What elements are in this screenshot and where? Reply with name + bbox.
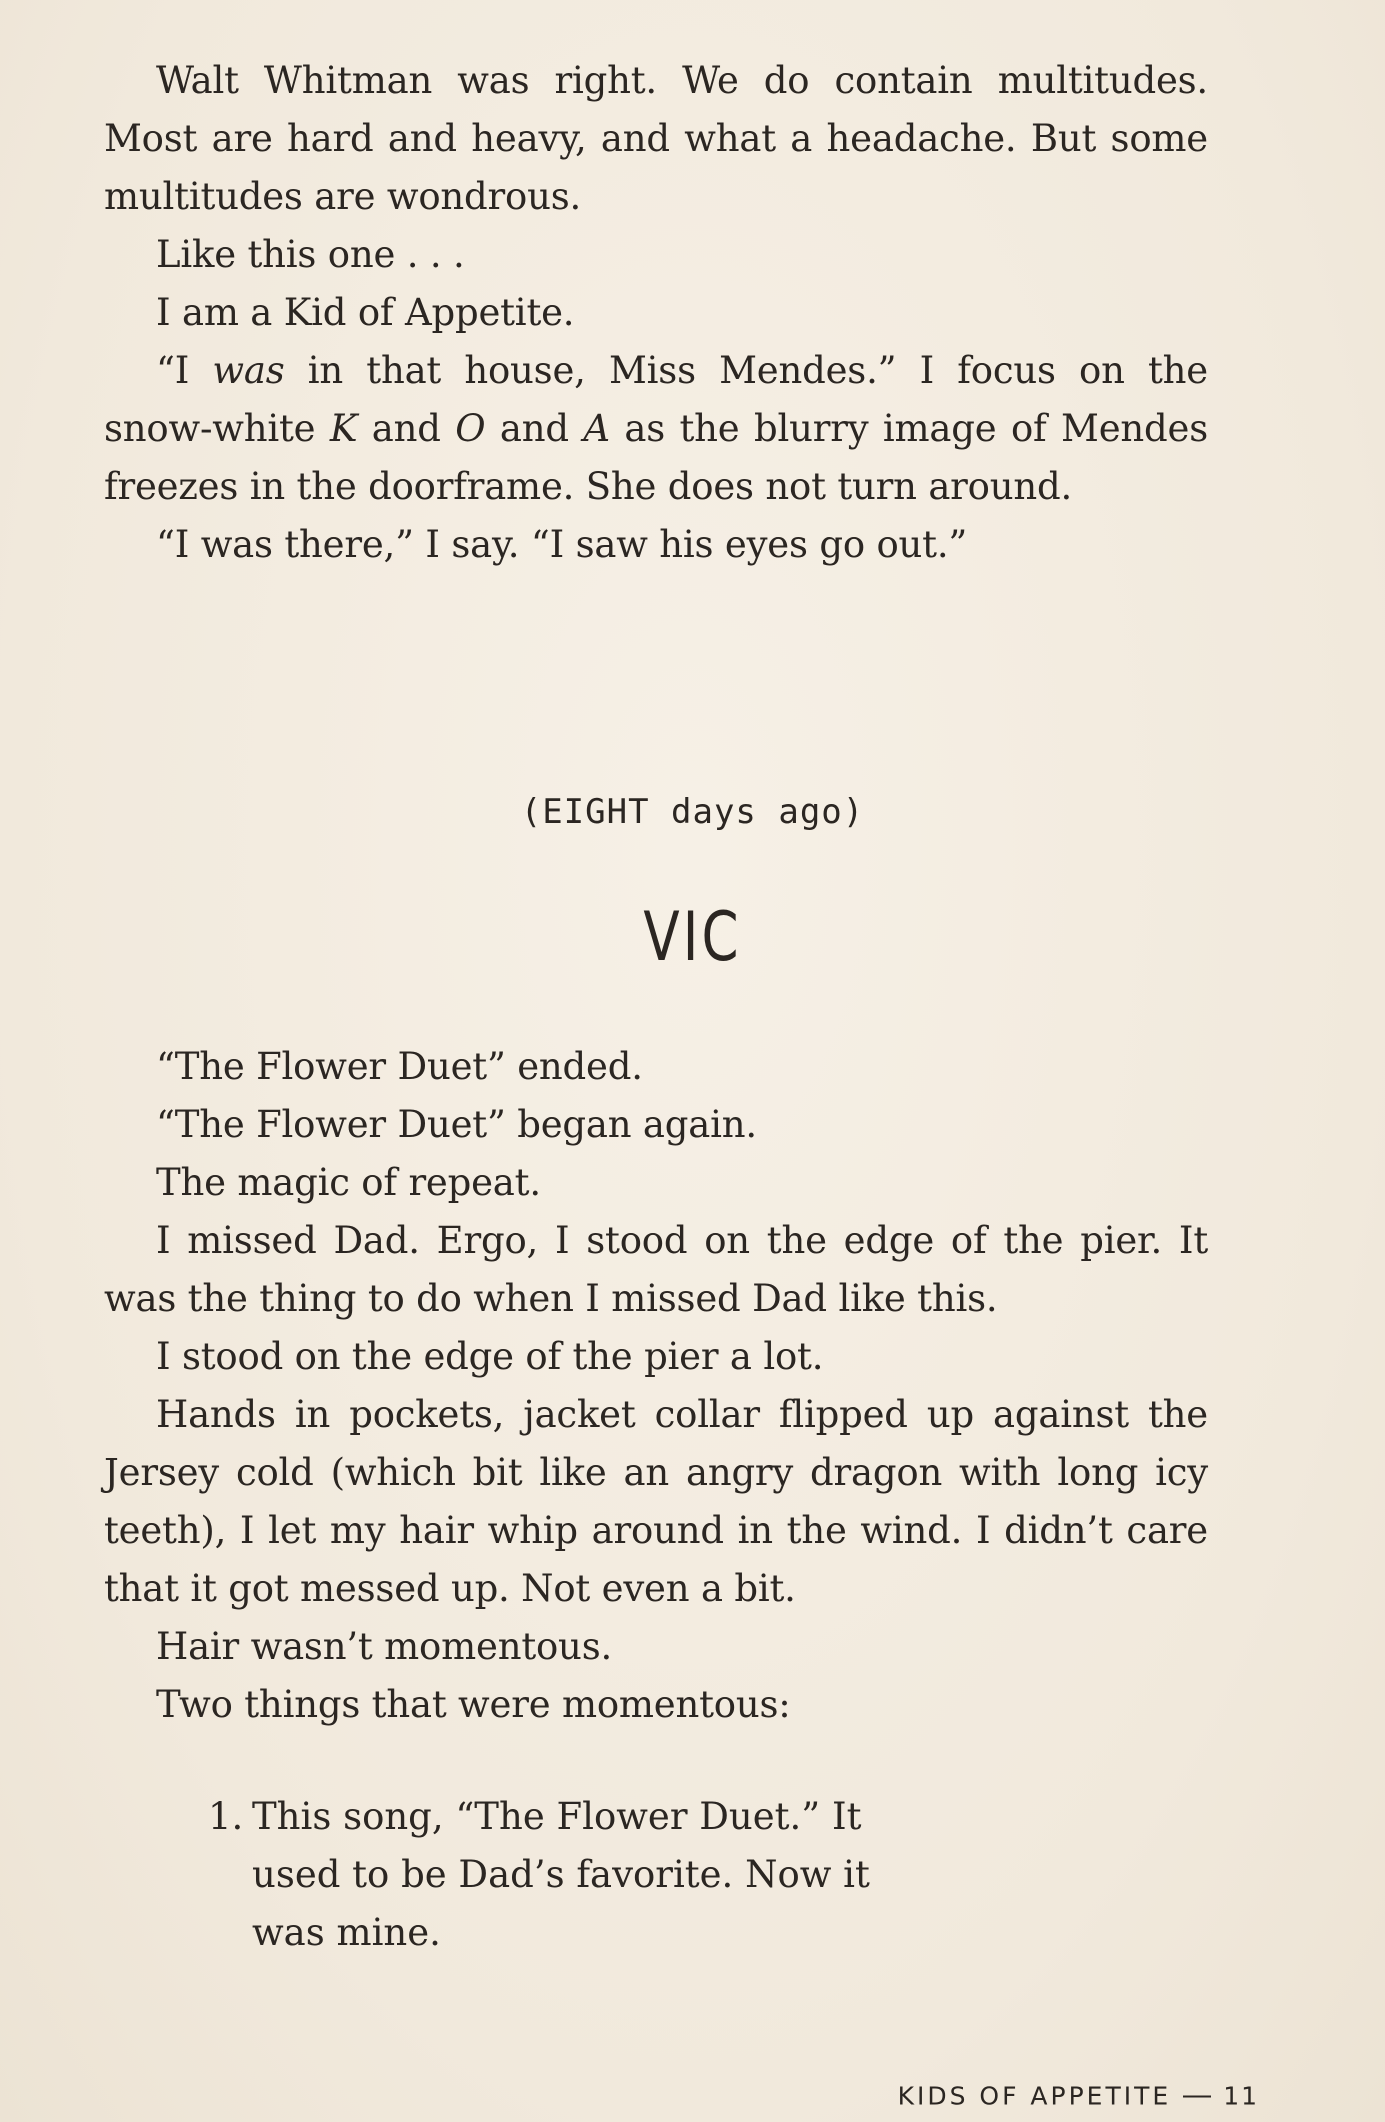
paragraph-magic-repeat: The magic of repeat.	[156, 1161, 541, 1204]
paragraph-hands-in-pockets: Hands in pockets, jacket collar flipped up against the Jersey cold (which bit like an angry dragon with long icy teeth), I let my hair whip around in the wind. I didn’t care that it got messed up. Not even a bit.	[104, 1393, 1208, 1610]
letter-a: A	[583, 407, 610, 450]
chapter-body-block	[104, 1038, 1208, 1734]
conjunction-2: and	[485, 407, 584, 450]
paragraph-i-was-there: “I was there,” I say. “I saw his eyes go out.”	[156, 523, 968, 566]
paragraph-dialogue-mendes	[104, 342, 1208, 516]
conjunction-1: and	[357, 407, 456, 450]
list-item-text: This song, “The Flower Duet.” It used to be Dad’s favorite. Now it was mine.	[252, 1795, 870, 1954]
paragraph-duet-began: “The Flower Duet” began again.	[156, 1103, 757, 1146]
chapter-title: VIC	[643, 898, 742, 977]
list-item-number: 1.	[208, 1795, 244, 1838]
page-number: 11	[1223, 2081, 1259, 2111]
letter-o: O	[455, 407, 486, 450]
running-head	[898, 2082, 1259, 2111]
paragraph-missed-dad: I missed Dad. Ergo, I stood on the edge of the pier. It was the thing to do when I missed Dad like this.	[104, 1219, 1208, 1320]
paragraph-edge-of-pier: I stood on the edge of the pier a lot.	[156, 1335, 824, 1378]
paragraph-duet-ended: “The Flower Duet” ended.	[156, 1045, 643, 1088]
list-item	[208, 1788, 908, 1962]
paragraph-whitman: Walt Whitman was right. We do contain multitudes. Most are hard and heavy, and what a headache. But some multitudes are wondrous.	[104, 59, 1208, 218]
paragraph-hair: Hair wasn’t momentous.	[156, 1625, 613, 1668]
dialogue-rest: as the blurry image of Mendes freezes in the doorframe. She does not turn around.	[104, 407, 1208, 508]
letter-k: K	[329, 407, 358, 450]
paragraph-like-this-one: Like this one . . .	[156, 233, 465, 276]
dialogue-middle: in that house, Miss Mendes.” I focus on the snow-white	[104, 349, 1208, 450]
dateline: (EIGHT days ago)	[520, 792, 865, 832]
paragraph-kid-of-appetite: I am a Kid of Appetite.	[156, 291, 575, 334]
top-text-block	[104, 52, 1208, 574]
paragraph-two-things: Two things that were momentous:	[156, 1683, 791, 1726]
running-head-dash	[1183, 2095, 1211, 2097]
dialogue-emphasis: was	[212, 349, 285, 392]
running-head-title: KIDS OF APPETITE	[897, 2081, 1172, 2111]
numbered-list	[208, 1788, 908, 1962]
dialogue-open: “I	[156, 349, 213, 392]
